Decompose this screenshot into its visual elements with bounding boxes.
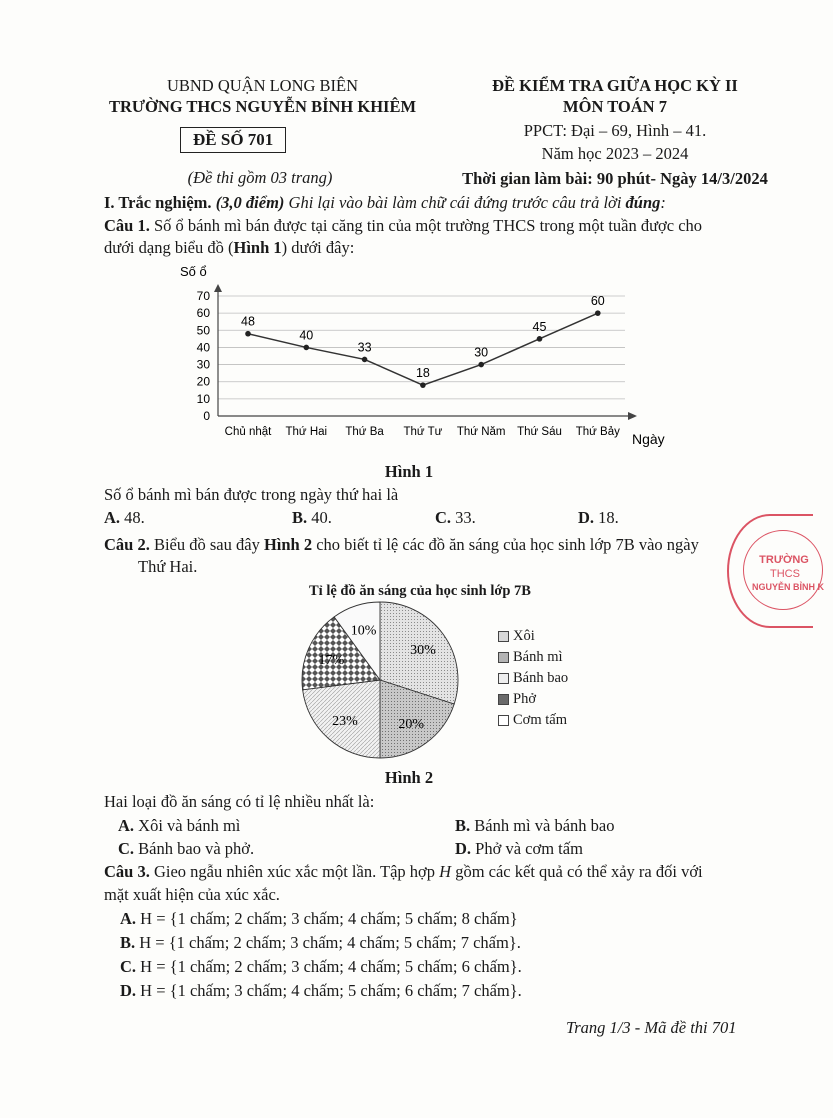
- q1-text-line2: dưới dạng biểu đồ (Hình 1) dưới đây:: [104, 238, 355, 257]
- pie-legend: [498, 626, 568, 731]
- y-tick-label: 60: [196, 306, 210, 321]
- q3-option-c[interactable]: C. H = {1 chấm; 2 chấm; 3 chấm; 4 chấm; 5 chấm; 6 chấm}.: [120, 957, 522, 976]
- legend-swatch: [498, 694, 509, 705]
- q1-text-line1: Câu 1. Số ổ bánh mì bán được tại căng tin của một trường THCS trong một tuần được cho: [104, 216, 703, 235]
- pie-label: 23%: [332, 713, 358, 729]
- q1-option-d[interactable]: D. 18.: [578, 508, 619, 527]
- legend-swatch: [498, 631, 509, 642]
- data-label: 40: [299, 328, 314, 343]
- pie-label: 20%: [398, 716, 425, 732]
- q1-option-c[interactable]: C. 33.: [435, 508, 476, 527]
- y-tick-label: 10: [196, 391, 210, 406]
- data-point: [245, 331, 251, 337]
- pie-slices: [302, 602, 458, 758]
- x-tick-label: Thứ Hai: [285, 426, 328, 438]
- line-chart: [170, 258, 690, 453]
- q1-option-b[interactable]: B. 40.: [292, 508, 332, 527]
- q3-option-b[interactable]: B. H = {1 chấm; 2 chấm; 3 chấm; 4 chấm; 5 chấm; 7 chấm}.: [120, 933, 521, 952]
- q2-option-b[interactable]: B. Bánh mì và bánh bao: [455, 816, 615, 835]
- school-year: Năm học 2023 – 2024: [541, 144, 689, 163]
- legend-item-banh-bao: Bánh bao: [498, 668, 568, 689]
- legend-item-xoi: Xôi: [498, 626, 568, 647]
- chart-x-ticks: [225, 426, 620, 438]
- x-axis-arrow: [628, 412, 637, 420]
- section1-heading: I. Trắc nghiệm. (3,0 điểm) Ghi lại vào bài làm chữ cái đứng trước câu trả lời đúng:: [104, 193, 666, 212]
- y-tick-label: 40: [196, 340, 210, 355]
- data-label: 48: [241, 314, 255, 329]
- q2-option-d[interactable]: D. Phở và cơm tấm: [455, 839, 583, 858]
- legend-item-com-tam: Cơm tấm: [498, 710, 568, 731]
- data-point: [420, 382, 426, 388]
- data-point: [362, 357, 368, 363]
- y-axis-arrow: [214, 284, 222, 292]
- q1-question: Số ổ bánh mì bán được trong ngày thứ hai là: [104, 485, 399, 504]
- q2-option-c[interactable]: C. Bánh bao và phở.: [118, 839, 255, 858]
- x-tick-label: Thứ Bảy: [575, 426, 620, 438]
- pie-label: 30%: [410, 642, 436, 658]
- data-label: 30: [474, 345, 489, 360]
- q2-text-line2: Thứ Hai.: [138, 557, 198, 576]
- q1-option-a[interactable]: A. 48.: [104, 508, 145, 527]
- chart-x-axis-label: Ngày: [632, 431, 665, 447]
- data-point: [478, 362, 484, 368]
- q2-option-a[interactable]: A. Xôi và bánh mì: [118, 816, 241, 835]
- pie-title: Tỉ lệ đồ ăn sáng của học sinh lớp 7B: [309, 583, 531, 599]
- y-tick-label: 50: [196, 323, 210, 338]
- legend-swatch: [498, 652, 509, 663]
- data-label: 60: [590, 294, 605, 309]
- y-tick-label: 0: [203, 409, 210, 423]
- pages-note: (Đề thi gồm 03 trang): [187, 168, 333, 187]
- data-point: [304, 345, 310, 351]
- legend-item-banh-mi: Bánh mì: [498, 647, 568, 668]
- x-tick-label: Thứ Năm: [456, 426, 506, 438]
- page-footer: Trang 1/3 - Mã đề thi 701: [566, 1018, 737, 1037]
- data-point: [537, 336, 543, 342]
- q3-option-a[interactable]: A. H = {1 chấm; 2 chấm; 3 chấm; 4 chấm; 5 chấm; 8 chấm}: [120, 909, 518, 928]
- chart-y-ticks: [197, 289, 211, 423]
- school-stamp: [727, 514, 824, 628]
- chart-points: [241, 294, 605, 388]
- x-tick-label: Thứ Tư: [403, 426, 443, 438]
- pie-label: 10%: [350, 623, 377, 639]
- time-info: Thời gian làm bài: 90 phút- Ngày 14/3/2024: [462, 169, 768, 188]
- stamp-line2: THCS: [770, 568, 800, 580]
- y-tick-label: 70: [196, 289, 210, 303]
- legend-swatch: [498, 673, 509, 684]
- y-tick-label: 20: [196, 374, 210, 389]
- data-label: 33: [357, 340, 372, 355]
- pie-chart: [300, 598, 470, 764]
- ppct: PPCT: Đại – 69, Hình – 41.: [523, 121, 707, 140]
- subject: MÔN TOÁN 7: [563, 97, 667, 116]
- exam-code-box: ĐỀ SỐ 701: [180, 127, 286, 153]
- chart-y-axis-label: Số ổ: [180, 264, 207, 279]
- stamp-line1: TRƯỜNG: [759, 554, 809, 566]
- figure1-caption: Hình 1: [384, 462, 434, 481]
- y-tick-label: 30: [196, 357, 210, 372]
- pie-label: 17%: [318, 652, 345, 668]
- figure2-caption: Hình 2: [384, 768, 434, 787]
- data-label: 18: [415, 366, 430, 381]
- x-tick-label: Chủ nhật: [224, 426, 272, 438]
- exam-title: ĐỀ KIỂM TRA GIỮA HỌC KỲ II: [492, 76, 738, 95]
- q3-text-line1: Câu 3. Gieo ngẫu nhiên xúc xắc một lần. Tập hợp H gồm các kết quả có thể xảy ra đối với: [104, 862, 703, 881]
- x-tick-label: Thứ Ba: [345, 426, 384, 438]
- stamp-line3: NGUYỄN BỈNH K: [751, 582, 824, 592]
- q2-question: Hai loại đồ ăn sáng có tỉ lệ nhiều nhất là:: [104, 792, 375, 811]
- data-label: 45: [532, 319, 547, 334]
- x-tick-label: Thứ Sáu: [517, 426, 562, 438]
- q3-option-d[interactable]: D. H = {1 chấm; 3 chấm; 4 chấm; 5 chấm; 6 chấm; 7 chấm}.: [120, 981, 522, 1000]
- school-name: TRƯỜNG THCS NGUYỄN BỈNH KHIÊM: [108, 97, 417, 116]
- department-name: UBND QUẬN LONG BIÊN: [166, 76, 359, 95]
- data-point: [595, 310, 601, 316]
- legend-item-pho: Phở: [498, 689, 568, 710]
- legend-swatch: [498, 715, 509, 726]
- q3-text-line2: mặt xuất hiện của xúc xắc.: [104, 885, 280, 904]
- q2-text-line1: Câu 2. Biểu đồ sau đây Hình 2 cho biết tỉ lệ các đồ ăn sáng của học sinh lớp 7B vào ngày: [104, 535, 699, 554]
